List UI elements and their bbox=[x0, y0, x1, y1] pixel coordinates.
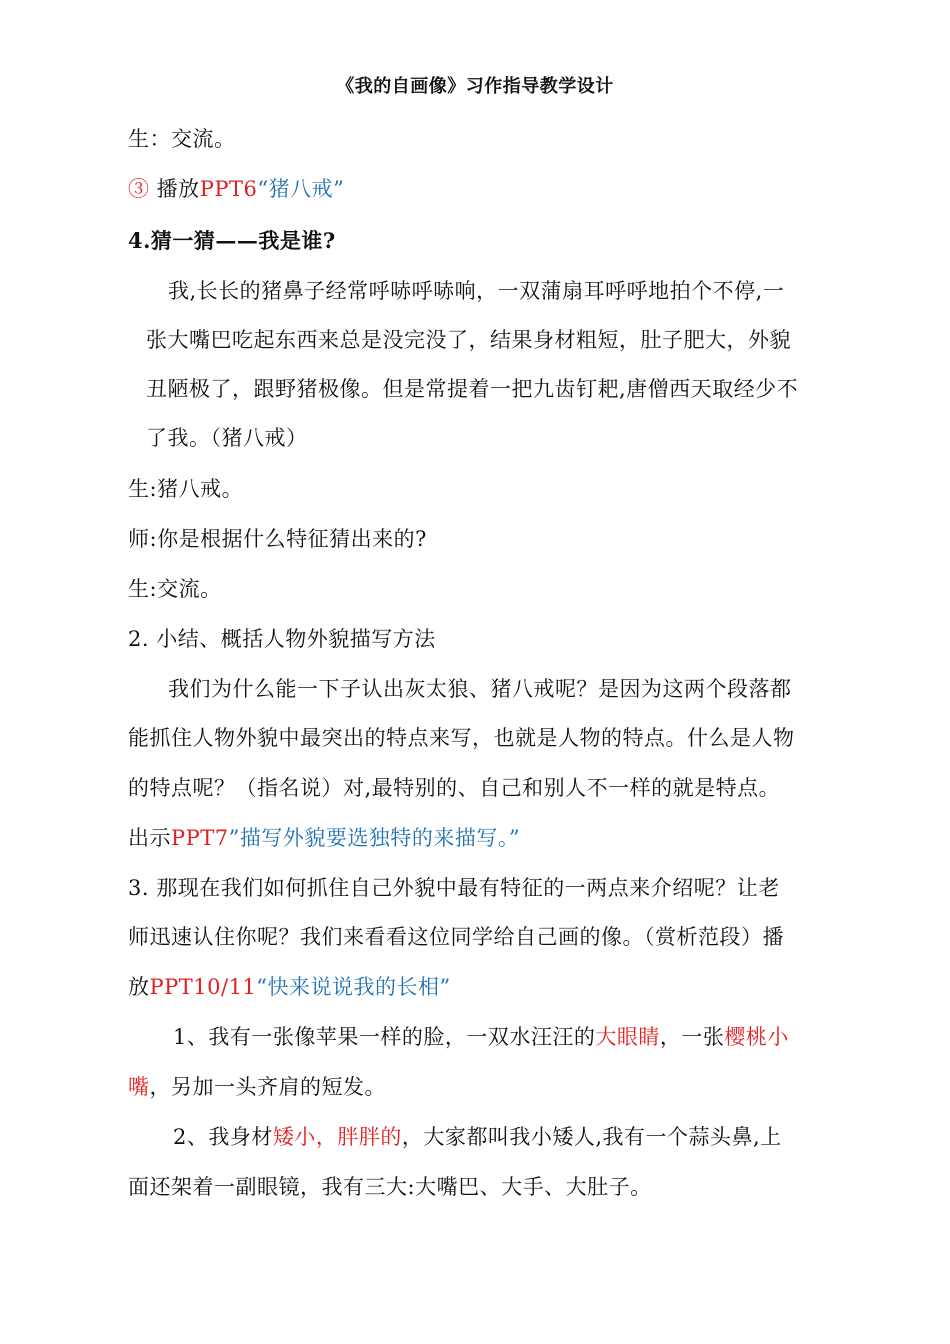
text-segment: 2. 小结、概括人物外貌描写方法 bbox=[128, 627, 436, 651]
text-line bbox=[128, 723, 795, 753]
text-line bbox=[128, 1172, 652, 1202]
text-line bbox=[128, 174, 344, 204]
text-line bbox=[128, 524, 427, 554]
text-line bbox=[146, 423, 308, 453]
text-segment: 生:交流。 bbox=[128, 577, 222, 601]
text-line bbox=[128, 1072, 386, 1102]
text-segment: 播放 bbox=[149, 177, 200, 201]
text-line bbox=[128, 574, 222, 604]
text-line bbox=[128, 972, 451, 1002]
text-segment: PPT6 bbox=[199, 177, 258, 201]
document-title: 《我的自画像》习作指导教学设计 bbox=[336, 76, 614, 97]
text-segment: 能抓住人物外貌中最突出的特点来写，也就是人物的特点。什么是人物 bbox=[128, 726, 795, 750]
section-heading bbox=[128, 624, 436, 654]
text-line bbox=[128, 474, 243, 504]
text-line bbox=[128, 773, 780, 803]
text-line bbox=[128, 922, 784, 952]
section-heading bbox=[128, 226, 336, 256]
text-line bbox=[173, 1122, 782, 1152]
text-segment: 了我。（猪八戒） bbox=[146, 426, 308, 450]
text-segment: PPT10/11 bbox=[149, 975, 257, 999]
text-segment: 我们为什么能一下子认出灰太狼、猪八戒呢？是因为这两个段落都 bbox=[168, 677, 792, 701]
text-segment: 矮小，胖胖的 bbox=[272, 1125, 402, 1149]
text-line bbox=[146, 325, 791, 355]
text-segment: 3. 那现在我们如何抓住自己外貌中最有特征的一两点来介绍呢？让老 bbox=[128, 876, 780, 900]
text-segment: 出示 bbox=[128, 826, 171, 850]
text-segment: “猪八戒” bbox=[257, 177, 345, 201]
text-line bbox=[168, 674, 792, 704]
text-segment: 4.猜一猜——我是谁? bbox=[128, 228, 336, 253]
text-line bbox=[128, 823, 520, 853]
text-segment: 嘴 bbox=[128, 1075, 150, 1099]
text-segment: 师:你是根据什么特征猜出来的? bbox=[128, 527, 427, 551]
text-line bbox=[128, 124, 236, 154]
text-line bbox=[168, 276, 784, 306]
text-segment: PPT7 bbox=[171, 826, 229, 850]
text-segment: ③ bbox=[128, 177, 150, 201]
text-segment: ，大家都叫我小矮人,我有一个蒜头鼻,上 bbox=[401, 1125, 782, 1149]
text-segment: ，一张 bbox=[659, 1025, 725, 1049]
text-segment: 丑陋极了，跟野猪极像。但是常提着一把九齿钉耙,唐僧西天取经少不 bbox=[146, 377, 799, 401]
text-segment: ，另加一头齐肩的短发。 bbox=[149, 1075, 386, 1099]
text-segment: 生:猪八戒。 bbox=[128, 477, 244, 501]
text-segment: 张大嘴巴吃起东西来总是没完没了，结果身材粗短，肚子肥大，外貌 bbox=[146, 328, 791, 352]
text-segment: 樱桃小 bbox=[724, 1025, 789, 1049]
text-line bbox=[173, 1022, 789, 1052]
text-segment: 1、我有一张像苹果一样的脸，一双水汪汪的 bbox=[173, 1025, 596, 1049]
text-segment: ”描写外貌要选独特的来描写。” bbox=[228, 826, 521, 850]
text-segment: 生：交流。 bbox=[128, 127, 236, 151]
text-segment: 我,长长的猪鼻子经常呼哧呼哧响，一双蒲扇耳呼呼地拍个不停,一 bbox=[168, 279, 785, 303]
text-segment: “快来说说我的长相” bbox=[256, 975, 451, 999]
text-segment: 放 bbox=[128, 975, 150, 999]
section-heading bbox=[128, 873, 780, 903]
text-segment: 的特点呢？（指名说）对,最特别的、自己和别人不一样的就是特点。 bbox=[128, 776, 781, 800]
text-segment: 大眼睛 bbox=[595, 1025, 660, 1049]
text-line bbox=[146, 374, 798, 404]
text-segment: 师迅速认住你呢？我们来看看这位同学给自己画的像。（赏析范段）播 bbox=[128, 925, 784, 949]
text-segment: 2、我身材 bbox=[173, 1125, 273, 1149]
text-segment: 面还架着一副眼镜，我有三大:大嘴巴、大手、大肚子。 bbox=[128, 1175, 652, 1199]
